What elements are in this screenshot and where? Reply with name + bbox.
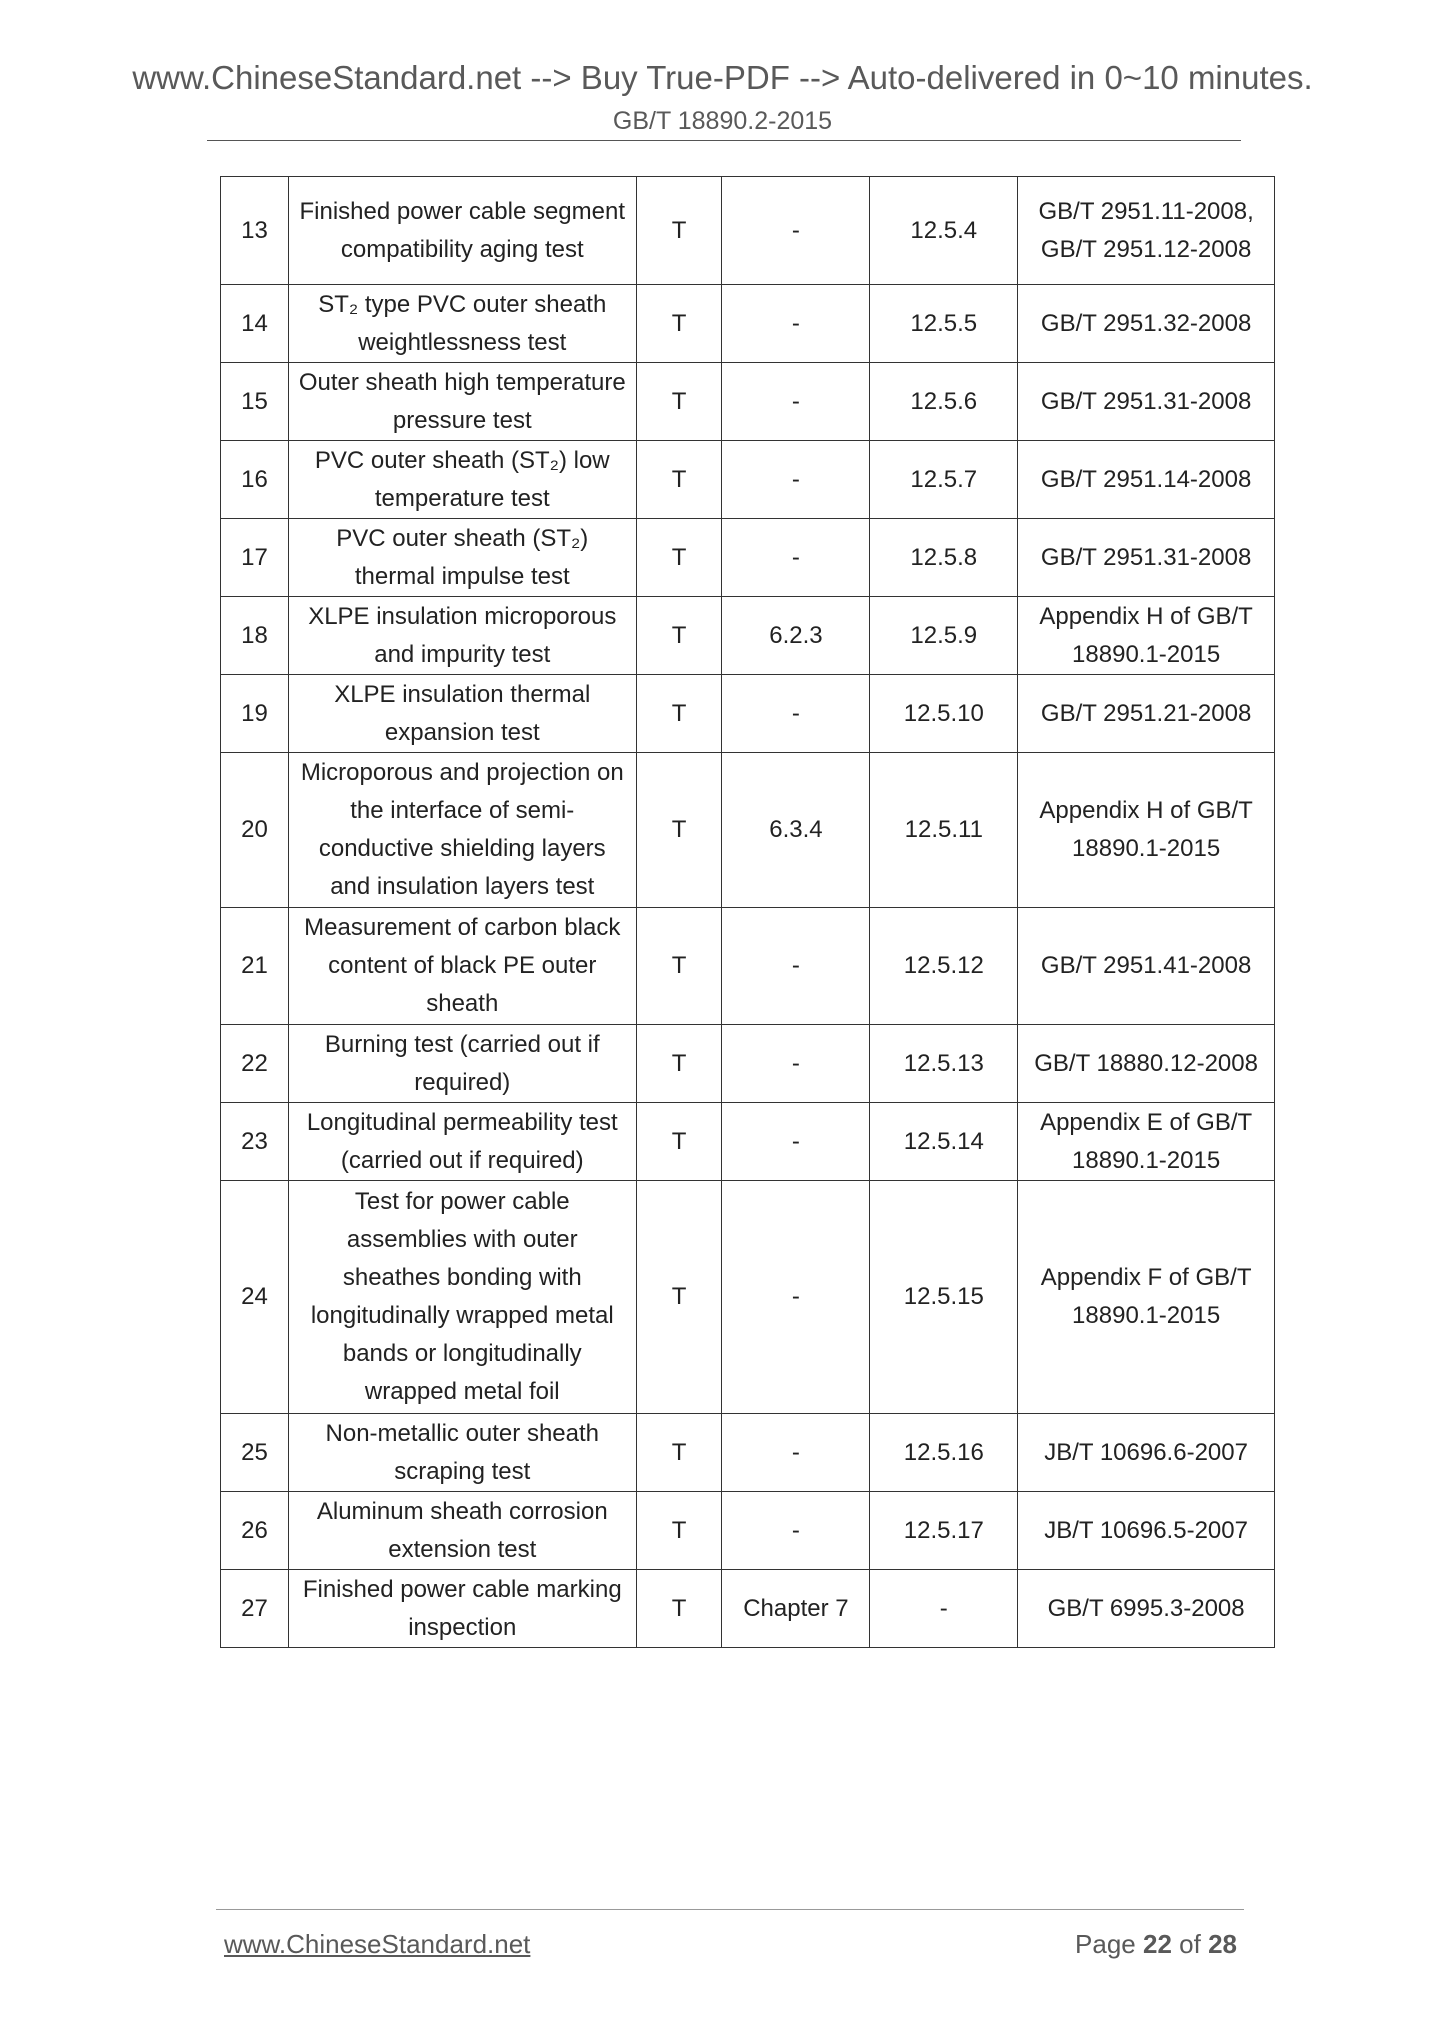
table-row: [221, 597, 1275, 675]
cell-number: 25: [221, 1414, 289, 1492]
cell-number: 17: [221, 519, 289, 597]
cell-test-item-line: compatibility aging test: [340, 235, 584, 263]
cell-test-clause: 12.5.16: [870, 1414, 1018, 1492]
header-divider: [207, 140, 1241, 141]
cell-requirement-clause: -: [722, 1103, 870, 1181]
cell-test-method: [1018, 177, 1275, 285]
cell-requirement-clause: -: [722, 1492, 870, 1570]
table-row: [221, 1181, 1275, 1414]
cell-requirement-clause: -: [722, 285, 870, 363]
document-code: GB/T 18890.2-2015: [612, 107, 833, 135]
cell-test-item-line: Longitudinal permeability test: [306, 1108, 618, 1136]
cell-test-type: T: [636, 177, 722, 285]
footer-divider: [216, 1909, 1244, 1910]
cell-test-type: T: [636, 908, 722, 1025]
cell-test-type: T: [636, 1181, 722, 1414]
cell-test-item-line: pressure test: [392, 406, 532, 434]
cell-test-method-line: GB/T 2951.11-2008,: [1038, 197, 1254, 225]
cell-number: 19: [221, 675, 289, 753]
cell-test-method-line: JB/T 10696.5-2007: [1044, 1516, 1248, 1544]
page-prefix: Page: [1075, 1929, 1136, 1959]
cell-test-method-line: Appendix H of GB/T: [1039, 602, 1253, 630]
cell-requirement-clause: -: [722, 1414, 870, 1492]
cell-test-item: [288, 441, 636, 519]
table-row: [221, 1103, 1275, 1181]
table-body: [221, 177, 1275, 1648]
table-row: [221, 363, 1275, 441]
cell-test-clause: -: [870, 1570, 1018, 1648]
cell-test-item-line: longitudinally wrapped metal: [310, 1302, 614, 1329]
cell-number: 13: [221, 177, 289, 285]
cell-test-item-line: Outer sheath high temperature: [298, 368, 626, 396]
page-current: 22: [1143, 1929, 1172, 1959]
cell-test-method-line: JB/T 10696.6-2007: [1044, 1438, 1248, 1466]
cell-test-type: T: [636, 1103, 722, 1181]
cell-test-item: [288, 363, 636, 441]
footer-site-link[interactable]: www.ChineseStandard.net: [224, 1929, 531, 1959]
table-row: [221, 753, 1275, 908]
cell-test-clause: 12.5.10: [870, 675, 1018, 753]
cell-test-method-line: GB/T 2951.14-2008: [1040, 465, 1252, 493]
cell-requirement-clause: -: [722, 908, 870, 1025]
cell-test-item-line: Measurement of carbon black: [304, 914, 621, 941]
cell-test-clause: 12.5.11: [870, 753, 1018, 908]
cell-test-item-line: and insulation layers test: [330, 873, 595, 900]
cell-test-item-line: PVC outer sheath (ST₂) low: [314, 446, 610, 474]
cell-test-method-line: GB/T 6995.3-2008: [1047, 1594, 1245, 1622]
cell-requirement-clause: -: [722, 1025, 870, 1103]
cell-test-method-line: Appendix E of GB/T: [1040, 1108, 1253, 1136]
cell-test-method: [1018, 1492, 1275, 1570]
cell-requirement-clause: -: [722, 1181, 870, 1414]
cell-test-item-line: Burning test (carried out if: [324, 1030, 600, 1058]
cell-test-clause: 12.5.15: [870, 1181, 1018, 1414]
cell-test-item-line: PVC outer sheath (ST₂): [336, 524, 589, 552]
cell-test-item-line: temperature test: [374, 484, 550, 512]
table-row: [221, 1025, 1275, 1103]
cell-test-item: [288, 753, 636, 908]
cell-test-item-line: sheathes bonding with: [342, 1264, 582, 1291]
cell-test-item-line: wrapped metal foil: [364, 1378, 560, 1405]
table-row: [221, 1570, 1275, 1648]
cell-number: 23: [221, 1103, 289, 1181]
cell-test-method: [1018, 753, 1275, 908]
cell-test-clause: 12.5.8: [870, 519, 1018, 597]
cell-test-item-line: Finished power cable segment: [299, 197, 626, 225]
cell-test-type: T: [636, 1025, 722, 1103]
cell-test-method: [1018, 519, 1275, 597]
cell-test-method-line: GB/T 2951.12-2008: [1040, 235, 1252, 263]
cell-test-item-line: extension test: [388, 1535, 537, 1563]
cell-test-clause: 12.5.4: [870, 177, 1018, 285]
cell-requirement-clause: -: [722, 441, 870, 519]
cell-test-item-line: and impurity test: [374, 640, 551, 668]
cell-test-item-line: XLPE insulation thermal: [334, 680, 591, 708]
cell-test-item: [288, 675, 636, 753]
cell-number: 22: [221, 1025, 289, 1103]
cell-test-clause: 12.5.9: [870, 597, 1018, 675]
cell-test-type: T: [636, 1492, 722, 1570]
cell-test-method: [1018, 675, 1275, 753]
cell-test-item-line: content of black PE outer: [328, 952, 597, 979]
cell-test-method: [1018, 1103, 1275, 1181]
cell-number: 21: [221, 908, 289, 1025]
cell-test-method-line: GB/T 2951.32-2008: [1040, 309, 1252, 337]
cell-test-method: [1018, 441, 1275, 519]
cell-test-item-line: inspection: [408, 1613, 517, 1641]
table-row: [221, 1492, 1275, 1570]
cell-test-item-line: Aluminum sheath corrosion: [316, 1497, 608, 1525]
cell-test-item-line: Test for power cable: [354, 1188, 570, 1215]
cell-number: 18: [221, 597, 289, 675]
cell-test-item-line: conductive shielding layers: [318, 835, 606, 862]
table-row: [221, 519, 1275, 597]
cell-test-item: [288, 1025, 636, 1103]
cell-test-clause: 12.5.5: [870, 285, 1018, 363]
cell-test-type: T: [636, 597, 722, 675]
cell-number: 24: [221, 1181, 289, 1414]
cell-test-item-line: assemblies with outer: [346, 1226, 578, 1253]
table-row: [221, 675, 1275, 753]
cell-test-clause: 12.5.13: [870, 1025, 1018, 1103]
cell-test-method: [1018, 1414, 1275, 1492]
header-banner: www.ChineseStandard.net --> Buy True-PDF --> Auto-delivered in 0~10 minutes.: [132, 59, 1313, 96]
cell-test-method-line: GB/T 2951.31-2008: [1040, 543, 1252, 571]
cell-test-item: [288, 285, 636, 363]
cell-test-clause: 12.5.12: [870, 908, 1018, 1025]
cell-test-method: [1018, 1025, 1275, 1103]
cell-test-item: [288, 1570, 636, 1648]
cell-test-item-line: scraping test: [394, 1457, 531, 1485]
cell-test-item-line: Microporous and projection on: [300, 759, 624, 786]
cell-test-item-line: Finished power cable marking: [302, 1575, 622, 1603]
cell-requirement-clause: 6.2.3: [722, 597, 870, 675]
cell-test-method-line: 18890.1-2015: [1072, 835, 1221, 862]
cell-test-item-line: the interface of semi-: [350, 797, 575, 824]
cell-test-item: [288, 1181, 636, 1414]
cell-test-item-line: ST₂ type PVC outer sheath: [318, 290, 607, 318]
cell-test-type: T: [636, 285, 722, 363]
cell-test-item-line: bands or longitudinally: [342, 1340, 582, 1367]
cell-test-item-line: sheath: [426, 990, 499, 1017]
cell-test-type: T: [636, 441, 722, 519]
cell-test-method: [1018, 1570, 1275, 1648]
cell-test-method: [1018, 908, 1275, 1025]
cell-requirement-clause: -: [722, 675, 870, 753]
cell-test-item: [288, 519, 636, 597]
cell-test-method-line: GB/T 2951.41-2008: [1040, 952, 1252, 979]
cell-test-item: [288, 1414, 636, 1492]
table-row: [221, 441, 1275, 519]
cell-test-type: T: [636, 1414, 722, 1492]
cell-requirement-clause: -: [722, 177, 870, 285]
cell-number: 20: [221, 753, 289, 908]
cell-test-item-line: (carried out if required): [340, 1146, 584, 1174]
cell-test-clause: 12.5.6: [870, 363, 1018, 441]
cell-test-method: [1018, 363, 1275, 441]
cell-test-method: [1018, 597, 1275, 675]
cell-number: 15: [221, 363, 289, 441]
cell-test-method-line: 18890.1-2015: [1072, 1302, 1221, 1329]
test-items-table: [220, 176, 1275, 1648]
cell-test-method-line: 18890.1-2015: [1072, 640, 1221, 668]
table-row: [221, 908, 1275, 1025]
cell-test-item-line: thermal impulse test: [354, 562, 570, 590]
cell-test-item-line: Non-metallic outer sheath: [325, 1419, 599, 1447]
cell-test-type: T: [636, 363, 722, 441]
cell-test-type: T: [636, 1570, 722, 1648]
cell-test-item-line: weightlessness test: [358, 328, 567, 356]
cell-test-item: [288, 908, 636, 1025]
table-row: [221, 177, 1275, 285]
cell-test-method: [1018, 285, 1275, 363]
cell-number: 14: [221, 285, 289, 363]
cell-test-method-line: Appendix F of GB/T: [1040, 1264, 1252, 1291]
cell-test-method-line: GB/T 18880.12-2008: [1034, 1049, 1258, 1077]
page-of: of: [1179, 1929, 1201, 1959]
cell-requirement-clause: -: [722, 519, 870, 597]
table-row: [221, 285, 1275, 363]
cell-test-item: [288, 1103, 636, 1181]
cell-test-item-line: XLPE insulation microporous: [308, 602, 617, 630]
cell-requirement-clause: Chapter 7: [722, 1570, 870, 1648]
cell-test-item: [288, 1492, 636, 1570]
cell-requirement-clause: 6.3.4: [722, 753, 870, 908]
cell-test-method: [1018, 1181, 1275, 1414]
cell-test-item: [288, 597, 636, 675]
cell-requirement-clause: -: [722, 363, 870, 441]
cell-test-method-line: GB/T 2951.31-2008: [1040, 387, 1252, 415]
cell-test-method-line: Appendix H of GB/T: [1039, 797, 1253, 824]
cell-test-type: T: [636, 675, 722, 753]
table-row: [221, 1414, 1275, 1492]
page-total: 28: [1208, 1929, 1237, 1959]
cell-test-type: T: [636, 519, 722, 597]
cell-test-item-line: required): [414, 1068, 511, 1096]
cell-test-item-line: expansion test: [384, 718, 540, 746]
cell-test-method-line: 18890.1-2015: [1072, 1146, 1221, 1174]
cell-test-clause: 12.5.17: [870, 1492, 1018, 1570]
cell-test-item: [288, 177, 636, 285]
cell-test-clause: 12.5.7: [870, 441, 1018, 519]
cell-number: 26: [221, 1492, 289, 1570]
cell-test-type: T: [636, 753, 722, 908]
cell-number: 27: [221, 1570, 289, 1648]
page-indicator: [1075, 1928, 1237, 1960]
cell-test-method-line: GB/T 2951.21-2008: [1040, 699, 1252, 727]
cell-test-clause: 12.5.14: [870, 1103, 1018, 1181]
cell-number: 16: [221, 441, 289, 519]
